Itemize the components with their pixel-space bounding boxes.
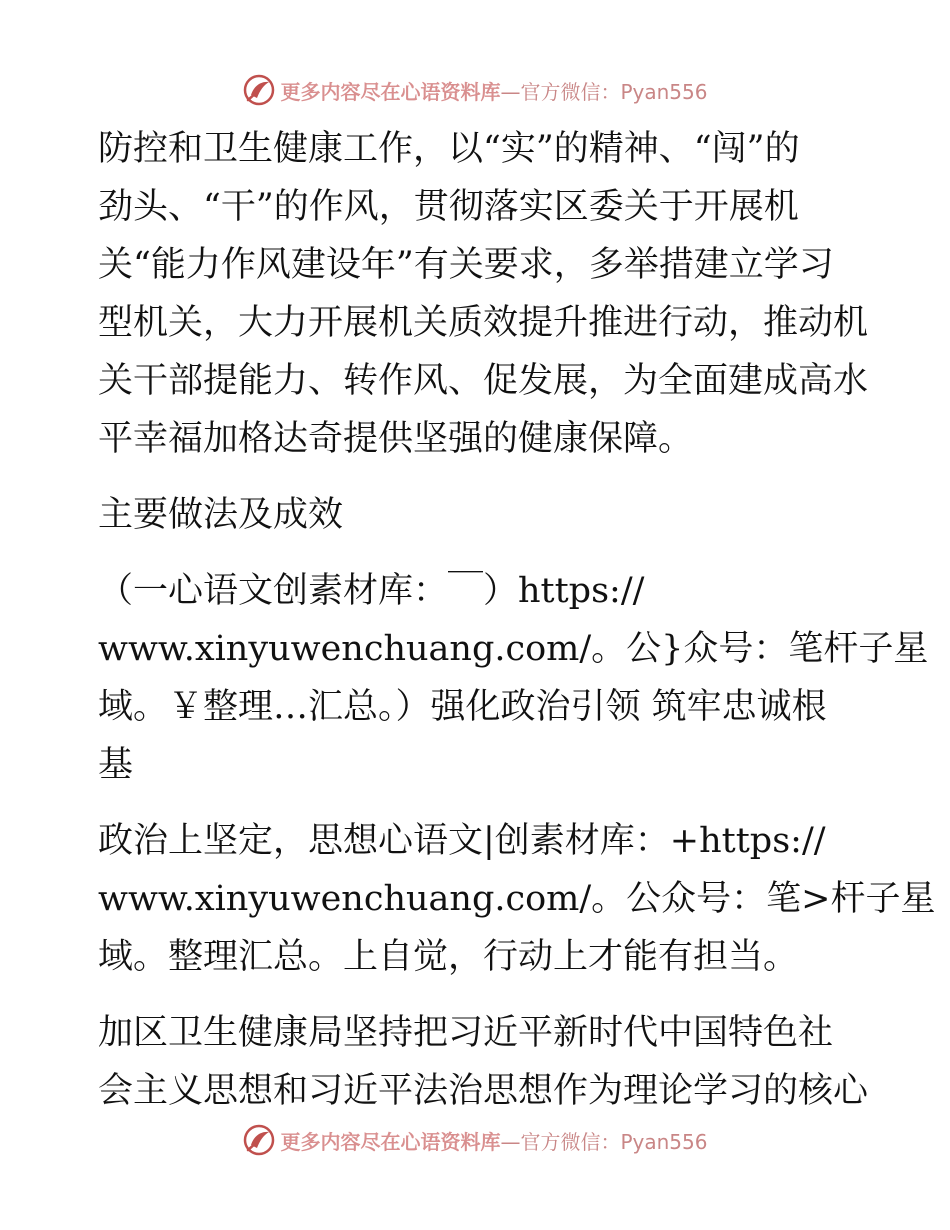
footer-wechat: —官方微信：Pyan556 — [500, 1129, 708, 1154]
text-line: www.xinyuwenchuang.com/。公众号：笔>杆子星 — [98, 879, 936, 919]
header-brand-text — [280, 76, 707, 105]
header-brand: 更多内容尽在心语资料库 — [280, 79, 501, 104]
paragraph-subheading — [98, 562, 929, 794]
text-line: 关干部提能力、转作风、促发展，为全面建成高水 — [98, 361, 869, 401]
footer-brand: 更多内容尽在心语资料库 — [280, 1129, 501, 1154]
brand-logo-icon — [242, 73, 276, 107]
text-line: 关“能力作风建设年”有关要求，多举措建立学习 — [98, 245, 834, 285]
header-watermark-banner — [0, 72, 950, 108]
text-line: www.xinyuwenchuang.com/。公}众号：笔杆子星 — [98, 629, 929, 669]
text-line: 平幸福加格达奇提供坚强的健康保障。 — [98, 419, 694, 459]
footer-watermark-banner — [0, 1122, 950, 1158]
paragraph-intro — [98, 120, 869, 468]
text-line: 域。整理汇总。上自觉，行动上才能有担当。 — [98, 937, 799, 977]
heading-line: 主要做法及成效 — [98, 495, 344, 535]
text-line: 基 — [98, 745, 134, 785]
header-wechat: —官方微信：Pyan556 — [500, 79, 708, 104]
text-line: （一心语文创素材库：￣）https:// — [98, 571, 645, 611]
section-heading — [98, 486, 858, 544]
text-line: 加区卫生健康局坚持把习近平新时代中国特色社 — [98, 1013, 834, 1053]
brand-logo-icon — [242, 1123, 276, 1157]
text-line: 会主义思想和习近平法治思想作为理论学习的核心 — [98, 1071, 869, 1111]
paragraph-politics — [98, 812, 936, 986]
paragraph-health-bureau — [98, 1004, 869, 1120]
text-line: 政治上坚定，思想心语文|创素材库：+https:// — [98, 821, 826, 861]
document-body — [98, 120, 936, 1120]
text-line: 型机关，大力开展机关质效提升推进行动，推动机 — [98, 303, 869, 343]
text-line: 域。￥整理…汇总。）强化政治引领 筑牢忠诚根 — [98, 687, 827, 727]
text-line: 劲头、“干”的作风，贯彻落实区委关于开展机 — [98, 187, 799, 227]
text-line: 防控和卫生健康工作，以“实”的精神、“闯”的 — [98, 129, 800, 169]
footer-brand-text — [280, 1126, 707, 1155]
